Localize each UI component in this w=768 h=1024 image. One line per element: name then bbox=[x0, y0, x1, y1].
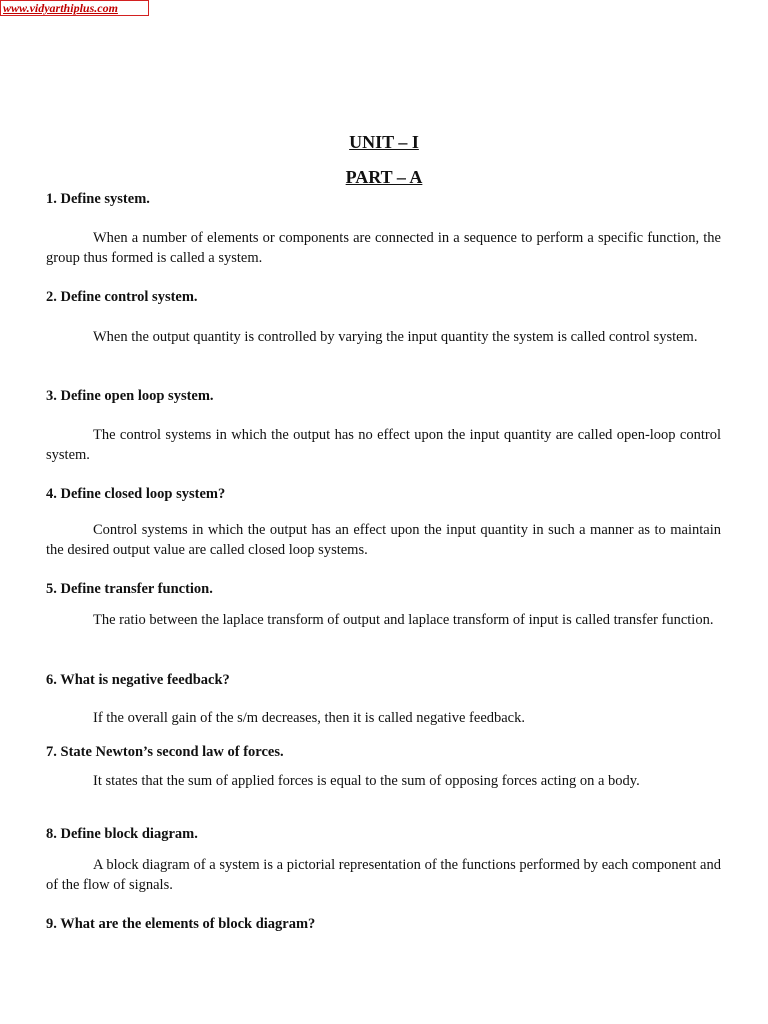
answer-3: The control systems in which the output has no effect upon the input quantity are called open-loop control system. bbox=[46, 427, 721, 463]
answer-6: If the overall gain of the s/m decreases, then it is called negative feedback. bbox=[93, 710, 525, 726]
answer-4: Control systems in which the output has an effect upon the input quantity in such a manner as to maintain the desired output value are called closed loop systems. bbox=[46, 522, 721, 558]
question-5: 5. Define transfer function. bbox=[46, 581, 213, 597]
question-4: 4. Define closed loop system? bbox=[46, 486, 226, 502]
answer-7: It states that the sum of applied forces is equal to the sum of opposing forces acting on a body. bbox=[93, 773, 640, 789]
site-link[interactable]: www.vidyarthiplus.com bbox=[0, 0, 149, 16]
question-8: 8. Define block diagram. bbox=[46, 826, 198, 842]
question-9: 9. What are the elements of block diagram? bbox=[46, 916, 316, 932]
question-6: 6. What is negative feedback? bbox=[46, 672, 230, 688]
answer-2: When the output quantity is controlled by varying the input quantity the system is called control system. bbox=[93, 329, 698, 345]
answer-8: A block diagram of a system is a pictorial representation of the functions performed by each component and of the flow of signals. bbox=[46, 857, 721, 893]
unit-title: UNIT – I bbox=[349, 132, 419, 152]
part-title: PART – A bbox=[345, 167, 423, 187]
question-7: 7. State Newton’s second law of forces. bbox=[46, 744, 284, 760]
question-2: 2. Define control system. bbox=[46, 289, 198, 305]
question-3: 3. Define open loop system. bbox=[46, 388, 214, 404]
answer-5: The ratio between the laplace transform of output and laplace transform of input is called transfer function. bbox=[93, 612, 714, 628]
question-1: 1. Define system. bbox=[46, 191, 150, 207]
answer-1: When a number of elements or components are connected in a sequence to perform a specific function, the group thus formed is called a system. bbox=[46, 230, 721, 266]
